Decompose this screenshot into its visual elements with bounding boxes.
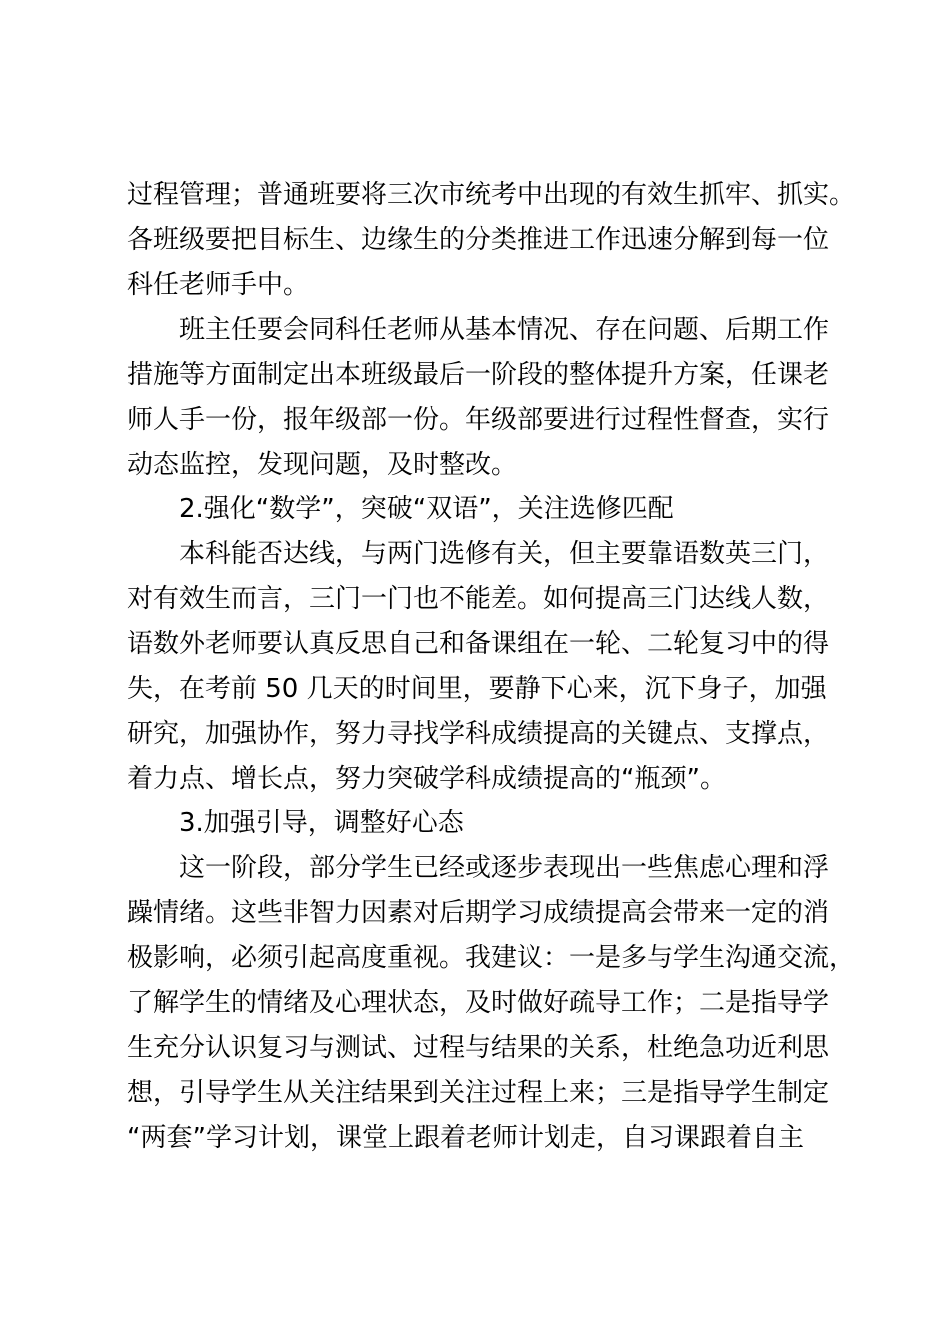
text-line: 了解学生的情绪及心理状态，及时做好疏导工作；二是指导学 [127,988,830,1018]
text-line: 极影响，必须引起高度重视。我建议：一是多与学生沟通交流， [127,943,856,973]
text-line: 着力点、增长点，努力突破学科成绩提高的“瓶颈”。 [127,764,726,794]
text-line: 想，引导学生从关注结果到关注过程上来；三是指导学生制定 [127,1078,830,1108]
paragraph-first-line: 班主任要会同科任老师从基本情况、存在问题、后期工作 [179,315,830,345]
text-line: 科任老师手中。 [127,270,310,300]
text-line: 动态监控，发现问题，及时整改。 [127,450,518,480]
text-line: 师人手一份，报年级部一份。年级部要进行过程性督查，实行 [127,405,830,435]
text-line: 研究，加强协作，努力寻找学科成绩提高的关键点、支撑点， [127,719,830,749]
text-line: 躁情绪。这些非智力因素对后期学习成绩提高会带来一定的消 [127,898,830,928]
text-line: 对有效生而言，三门一门也不能差。如何提高三门达线人数， [127,584,830,614]
text-line: 失，在考前 50 几天的时间里，要静下心来，沉下身子，加强 [127,674,827,704]
section-heading: 2.强化“数学”，突破“双语”，关注选修匹配 [179,494,674,524]
text-line: 各班级要把目标生、边缘生的分类推进工作迅速分解到每一位 [127,225,830,255]
text-line: “两套”学习计划，课堂上跟着老师计划走，自习课跟着自主 [127,1123,804,1153]
paragraph-first-line: 本科能否达线，与两门选修有关，但主要靠语数英三门， [179,539,830,569]
text-line: 过程管理；普通班要将三次市统考中出现的有效生抓牢、抓实。 [127,180,856,210]
paragraph-first-line: 这一阶段，部分学生已经或逐步表现出一些焦虑心理和浮 [179,853,830,883]
text-line: 语数外老师要认真反思自己和备课组在一轮、二轮复习中的得 [127,629,830,659]
section-heading: 3.加强引导，调整好心态 [179,808,464,838]
text-line: 措施等方面制定出本班级最后一阶段的整体提升方案，任课老 [127,360,830,390]
text-line: 生充分认识复习与测试、过程与结果的关系，杜绝急功近利思 [127,1033,830,1063]
